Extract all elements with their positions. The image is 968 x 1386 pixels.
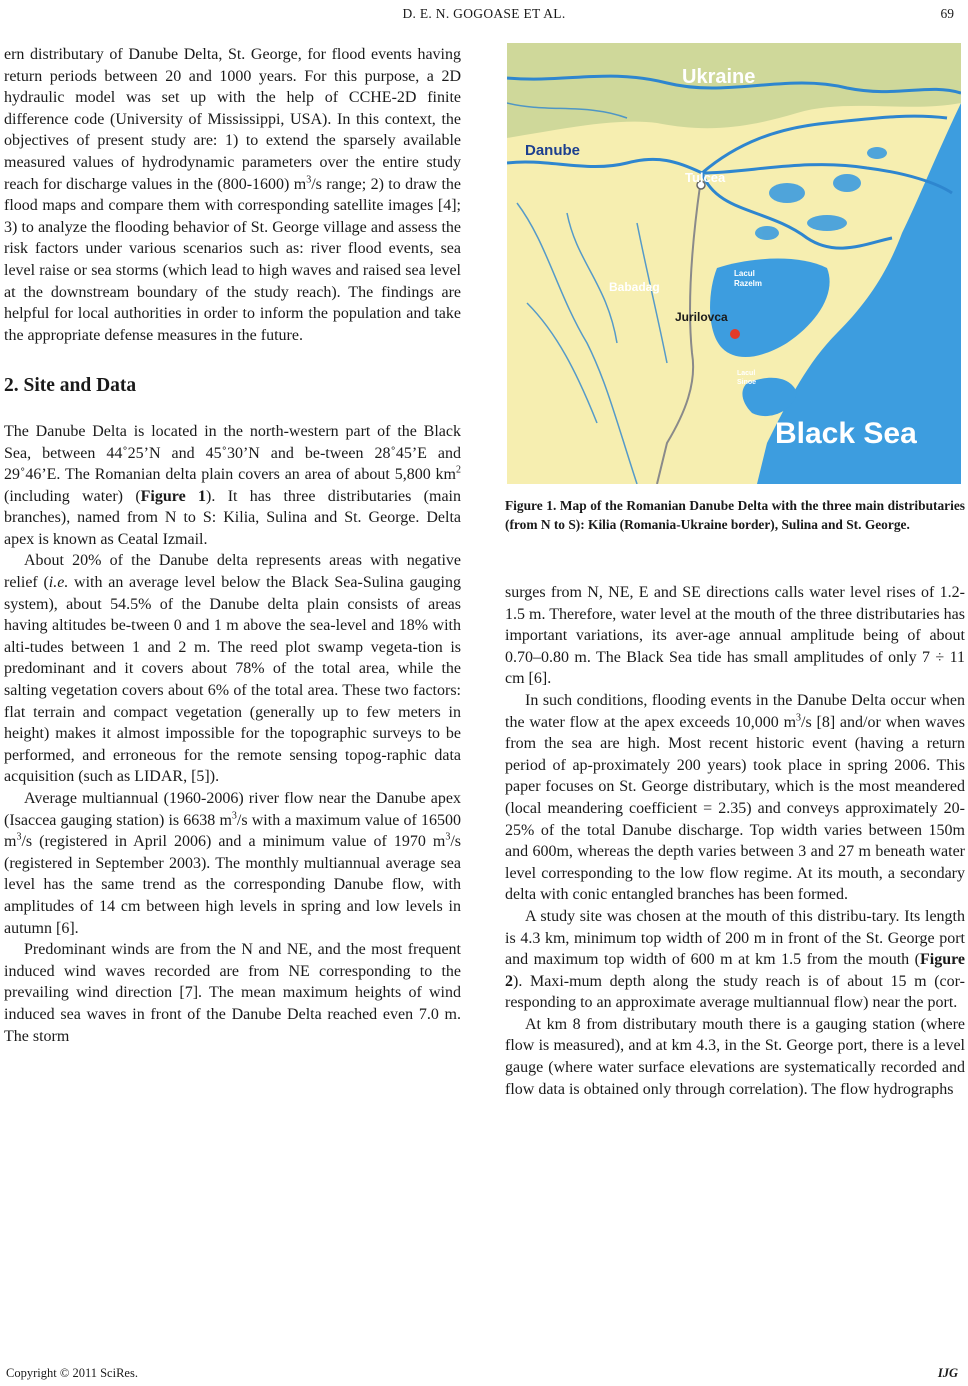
figure-reference: Figure 1 [140,487,207,505]
paragraph: Average multiannual (1960-2006) river flow near the Danube apex (Isaccea gauging station) is 6638 $m^3/s$ with a maximum value of 16500 $m^3/s$ (registered in April 2006) and a minimum value of 1970 $m^3/s$ (registered in September 2003). The monthly multiannual average sea level has the same trend as the corresponding Danube flow, with amplitudes of 14 cm between high levels in spring and low levels in autumn [6]. [4,790,462,937]
paragraph: ern distributary of Danube Delta, St. George, for flood events having return periods between 20 and 1000 years. For this purpose, a 2D hydraulic model was set up with the help of CCHE-2D finite difference code (University of Mississippi, USA). In this context, the objectives of present study are: 1) to extend the sparsely available measured values of hydrodynamic parameters over the entire study reach for discharge values in the (800-1600) $m^3/s$ range; 2) to draw the flood maps and compare them with corresponding satellite images [4]; 3) to analyze the flooding behavior of St. George village and assess the risk factors under various scenarios such as: river flood events, sea level raise or sea storms (which lead to high waves and raised sea level at the downstream boundary of the study reach). The findings are helpful for local authorities in order to inform the population and take the appropriate defense measures in the future. [4,46,462,344]
map-label-babadag: Babadag [609,280,660,294]
paragraph: About 20% of the Danube delta represents areas with negative relief (i.e. with an average level below the Black Sea-Sulina gauging system), about 54.5% of the Danube delta plain consists of areas having altitudes be-tween 0 and 1 m above the sea-level and 18% with alti-tudes between 1 and 2 m. The reed plot swamp vegeta-tion is predominant and it covers about 78% of the total area, while the salting vegetation covers about 6% of the total area. These two factors: flat terrain and compact vegetation (generally up to few meters in height) makes it almost impossible for the topographic surveys to be performed, and erroneous for the remote sensing topog-raphic data acquisition (such as LIDAR, [5]). [4,552,461,786]
figure-reference: Figure 2 [505,951,965,990]
running-head: D. E. N. GOGOASE ET AL. [402,6,566,21]
map-label-jurilovca: Jurilovca [675,310,728,324]
paragraph: Predominant winds are from the N and NE, and the most frequent induced wind waves recorded are from NE corresponding to the prevailing wind direction [7]. The mean maximum heights of wind induced sea waves in front of the Danube Delta reached even 7.0 m. The storm [4,941,461,1045]
page-number: 69 [940,6,954,21]
paragraph: The Danube Delta is located in the north-western part of the Black Sea, between 44˚25’N and 45˚30’N and be-tween 28˚45’E and 29˚46’E. The Romanian delta plain covers an area of about 5,800 $km^2$ (including water) (Figure 1). It has three distributaries (main branches), named from N to S: Kilia, Sulina and St. George. Delta apex is known as Ceatal Izmail. [4,422,461,548]
map-label-ukraine: Ukraine [682,66,756,88]
journal-abbrev: IJG [937,1366,958,1380]
figure-map [507,43,961,484]
map-label-black-sea: Black Sea [775,417,917,450]
map-label-lacul-sinoe-1: Lacul [737,370,756,377]
paragraph: surges from N, NE, E and SE directions calls water level rises of 1.2-1.5 m. Therefore, water level at the mouth of the three distributaries has important variations, its aver-age annual amplitude being of about 0.70–0.80 m. The Black Sea tide has small amplitudes of only 7 ÷ 11 cm [6]. [505,584,965,688]
paragraph: A study site was chosen at the mouth of this distribu-tary. Its length is 4.3 km, minimum top width of 200 m in front of the St. George port and maximum top width of 600 m at km 1.5 from the mouth (Figure 2). Maxi-mum depth along the study reach is of about 15 m (cor-responding to an approximate average multiannual flow) near the port. [505,907,965,1012]
left-column [4,44,461,1047]
map-label-tulcea: Tulcea [685,170,726,185]
paragraph: In such conditions, flooding events in the Danube Delta occur when the water flow at the apex exceeds 10,000 $m^3/s$ [8] and/or when waves from the sea are high. Most recent historic event (having a return period of ap-proximately 200 years) took place in spring 2006. This paper focuses on St. George distributary, which is the most meandered (local meandering coefficient = 2.35) and conveys approximately 20-25% of the total Danube discharge. Top width varies between 150m and 600m, whereas the depth varies between 3 and 27 m beneath water level corresponding to the low flow regime. At its mouth, a secondary delta with conic entangled branches has been formed. [505,691,965,904]
paragraph: At km 8 from distributary mouth there is a gauging station (where flow is measured), and at km 4.3, in the St. George port, there is a level gauge (where water surface elevations are systematically recorded and flow data is obtained only through correlation). The flow hydrographs [505,1015,965,1098]
map-label-lacul-razelm-2: Razelm [734,279,763,288]
right-column [505,582,965,1100]
figure-caption: Figure 1. Map of the Romanian Danube Delta with the three main distributaries (from N to S): Kilia (Romania-Ukraine border), Sulina and St. George. [505,498,965,532]
map-label-lacul-razelm-1: Lacul [734,269,755,278]
map-label-danube: Danube [525,142,581,159]
map-label-lacul-sinoe-2: Sinoe [737,379,757,386]
copyright-notice: Copyright © 2011 SciRes. [6,1366,138,1380]
section-heading: 2. Site and Data [4,375,137,397]
page-header [0,0,968,26]
